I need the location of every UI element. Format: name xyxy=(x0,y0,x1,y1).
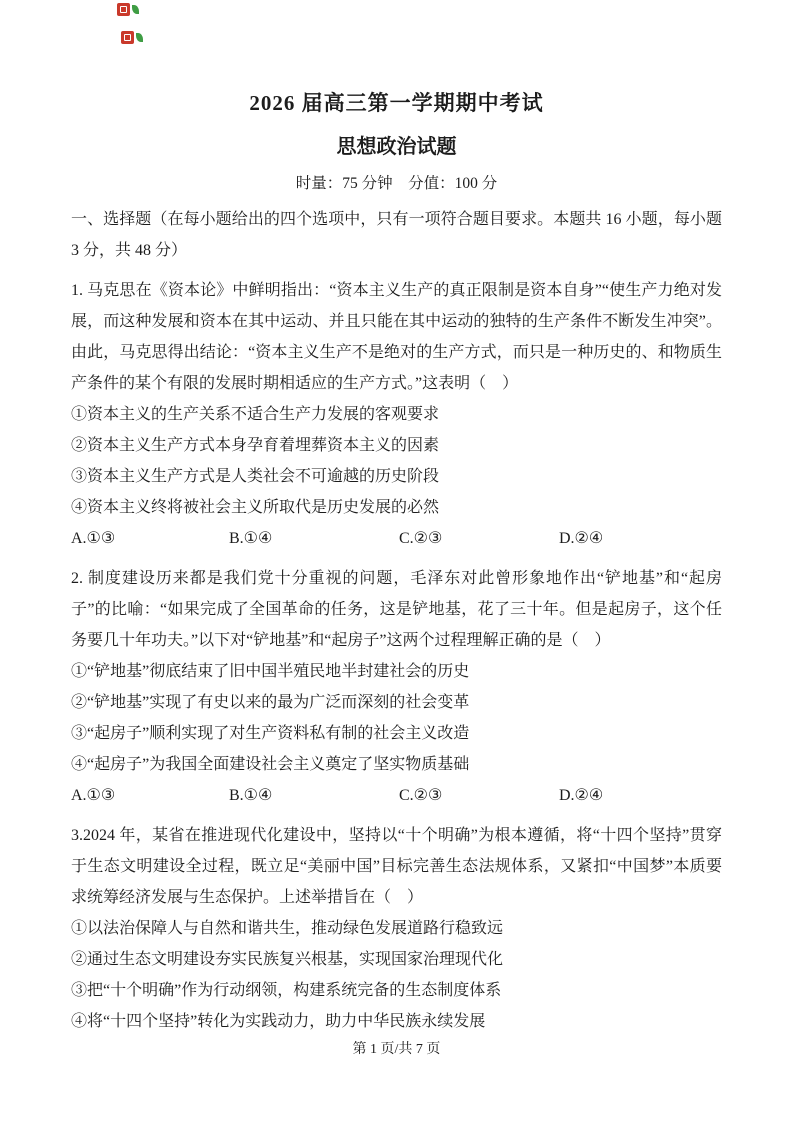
choice-d: D.②④ xyxy=(559,530,604,547)
choice-d: D.②④ xyxy=(559,787,604,804)
question-1 xyxy=(71,275,722,554)
page-title: 2026 届高三第一学期期中考试 xyxy=(249,91,544,115)
option-statement-3: ③“起房子”顺利实现了对生产资料私有制的社会主义改造 xyxy=(71,725,470,742)
brand-watermark-icon xyxy=(121,31,143,44)
choice-c: C.②③ xyxy=(399,787,443,804)
brand-watermark-icon xyxy=(117,3,139,16)
option-statement-2: ②资本主义生产方式本身孕育着埋葬资本主义的因素 xyxy=(71,437,440,454)
option-statement-1: ①以法治保障人与自然和谐共生，推动绿色发展道路行稳致远 xyxy=(71,920,504,937)
question-stem: 1. 马克思在《资本论》中鲜明指出：“资本主义生产的真正限制是资本自身”“使生产力绝对发展，而这种发展和资本在其中运动、并且只能在其中运动的独特的生产条件不断发生冲突”。由此，马克思得出结论：“资本主义生产不是绝对的生产方式，而只是一种历史的、和物质生产条件的某个有限的发展时期相适应的生产方式。”这表明（ ） xyxy=(71,282,722,392)
watermark-green-mark-icon xyxy=(132,5,139,14)
option-statement-4: ④资本主义终将被社会主义所取代是历史发展的必然 xyxy=(71,499,440,516)
choice-c: C.②③ xyxy=(399,530,443,547)
watermark-red-mark-icon xyxy=(117,3,130,16)
choice-row xyxy=(71,780,722,811)
option-statement-3: ③资本主义生产方式是人类社会不可逾越的历史阶段 xyxy=(71,468,440,485)
watermark-green-mark-icon xyxy=(136,33,143,42)
choice-b: B.①④ xyxy=(229,787,273,804)
question-2 xyxy=(71,563,722,811)
section-header: 一、选择题（在每小题给出的四个选项中，只有一项符合题目要求。本题共 16 小题，每小题 3 分，共 48 分） xyxy=(71,211,722,259)
watermark-red-mark-icon xyxy=(121,31,134,44)
option-statement-2: ②“铲地基”实现了有史以来的最为广泛而深刻的社会变革 xyxy=(71,694,470,711)
question-3 xyxy=(71,820,722,1037)
option-statement-4: ④将“十四个坚持”转化为实践动力，助力中华民族永续发展 xyxy=(71,1013,486,1030)
option-statement-2: ②通过生态文明建设夯实民族复兴根基，实现国家治理现代化 xyxy=(71,951,504,968)
page-subtitle: 思想政治试题 xyxy=(336,136,457,158)
question-stem: 2. 制度建设历来都是我们党十分重视的问题，毛泽东对此曾形象地作出“铲地基”和“起房子”的比喻：“如果完成了全国革命的任务，这是铲地基，花了三十年。但是起房子，这个任务要几十年功夫。”以下对“铲地基”和“起房子”这两个过程理解正确的是（ ） xyxy=(71,570,722,649)
page-footer: 第 1 页/共 7 页 xyxy=(352,1042,441,1057)
option-statement-4: ④“起房子”为我国全面建设社会主义奠定了坚实物质基础 xyxy=(71,756,470,773)
choice-b: B.①④ xyxy=(229,530,273,547)
option-statement-3: ③把“十个明确”作为行动纲领，构建系统完备的生态制度体系 xyxy=(71,982,502,999)
choice-row xyxy=(71,523,722,554)
exam-meta: 时量：75 分钟 分值：100 分 xyxy=(295,175,498,192)
choice-a: A.①③ xyxy=(71,530,116,547)
question-stem: 3.2024 年，某省在推进现代化建设中，坚持以“十个明确”为根本遵循，将“十四个坚持”贯穿于生态文明建设全过程，既立足“美丽中国”目标完善生态法规体系，又紧扣“中国梦”本质要求统筹经济发展与生态保护。上述举措旨在（ ） xyxy=(71,827,722,906)
option-statement-1: ①“铲地基”彻底结束了旧中国半殖民地半封建社会的历史 xyxy=(71,663,470,680)
option-statement-1: ①资本主义的生产关系不适合生产力发展的客观要求 xyxy=(71,406,440,423)
choice-a: A.①③ xyxy=(71,787,116,804)
